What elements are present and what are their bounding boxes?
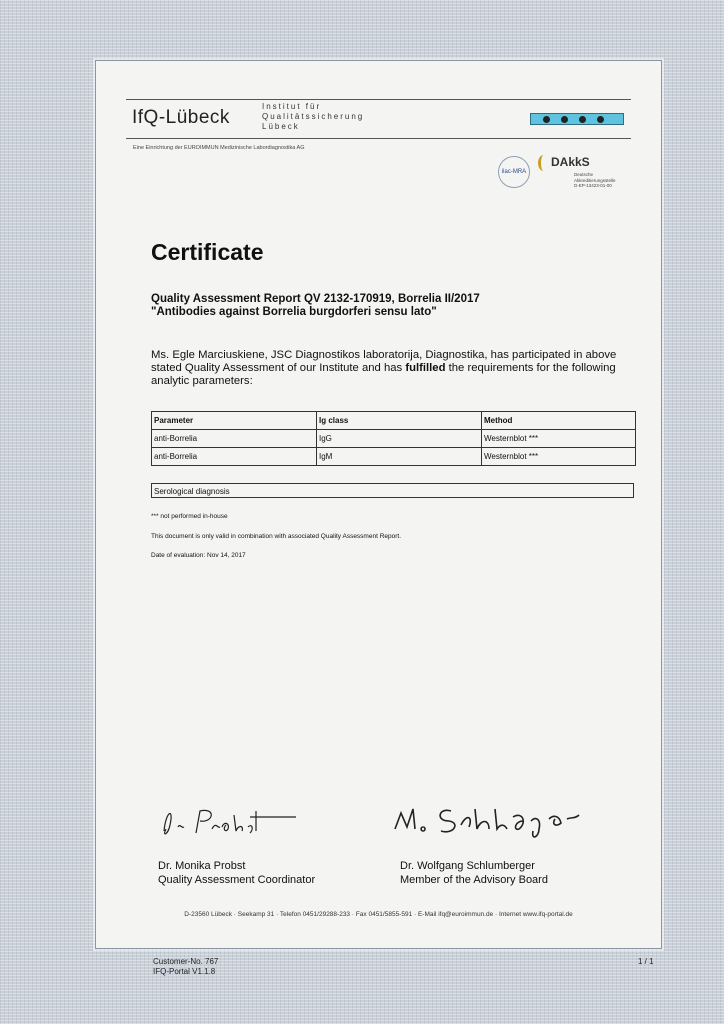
certificate-sheet <box>95 60 662 949</box>
table-row: anti-Borrelia IgM Westernblot *** <box>152 448 636 466</box>
header-subtitle: Eine Einrichtung der EUROIMMUN Medizinische Labordiagnostika AG <box>133 145 305 151</box>
dots-badge-icon <box>530 113 624 125</box>
certificate-title: Certificate <box>151 239 264 265</box>
table-header-row: Parameter Ig class Method <box>152 412 636 430</box>
dakks-details: Deutsche Akkreditierungsstelle D-EP-13423-01-00 <box>574 172 616 188</box>
report-heading: Quality Assessment Report QV 2132-170919, Borrelia II/2017 "Antibodies against Borrelia burgdorferi sensu lato" <box>151 293 480 318</box>
dakks-logo: DAkkS <box>538 155 590 171</box>
signatory-probst: Dr. Monika Probst Quality Assessment Coordinator <box>158 860 316 886</box>
ifq-logo: IfQ-Lübeck <box>132 107 230 128</box>
validity-note: This document is only valid in combination with associated Quality Assessment Report. <box>151 533 402 540</box>
header-bottom-rule <box>126 138 631 139</box>
footer-address: D-23560 Lübeck · Seekamp 31 · Telefon 0451/29288-233 · Fax 0451/5855-591 · E-Mail ifq@euroimmun.de · Internet www.ifq-portal.de <box>184 911 573 918</box>
evaluation-date: Date of evaluation: Nov 14, 2017 <box>151 552 246 559</box>
customer-info: Customer-No. 767 IFQ-Portal V1.1.8 <box>153 957 219 976</box>
page-number: 1 / 1 <box>638 957 654 966</box>
schlumberger-signature <box>391 799 621 849</box>
header-top-rule <box>126 99 631 100</box>
probst-signature <box>156 801 306 846</box>
table-row: anti-Borrelia IgG Westernblot *** <box>152 430 636 448</box>
ilac-mra-logo: ilac-MRA <box>498 156 530 188</box>
parameter-table <box>151 411 636 466</box>
not-performed-note: *** not performed in-house <box>151 513 228 520</box>
institute-name: Institut für Qualitätssicherung Lübeck <box>262 102 365 131</box>
participation-paragraph: Ms. Egle Marciuskiene, JSC Diagnostikos laboratorija, Diagnostika, has participated in above stated Quality Assessment of our Institute and has fulfilled the requirements for the following analytic parameters: <box>151 349 617 387</box>
diagnosis-box: Serological diagnosis <box>151 483 634 498</box>
signatory-schlumberger: Dr. Wolfgang Schlumberger Member of the Advisory Board <box>400 860 548 886</box>
